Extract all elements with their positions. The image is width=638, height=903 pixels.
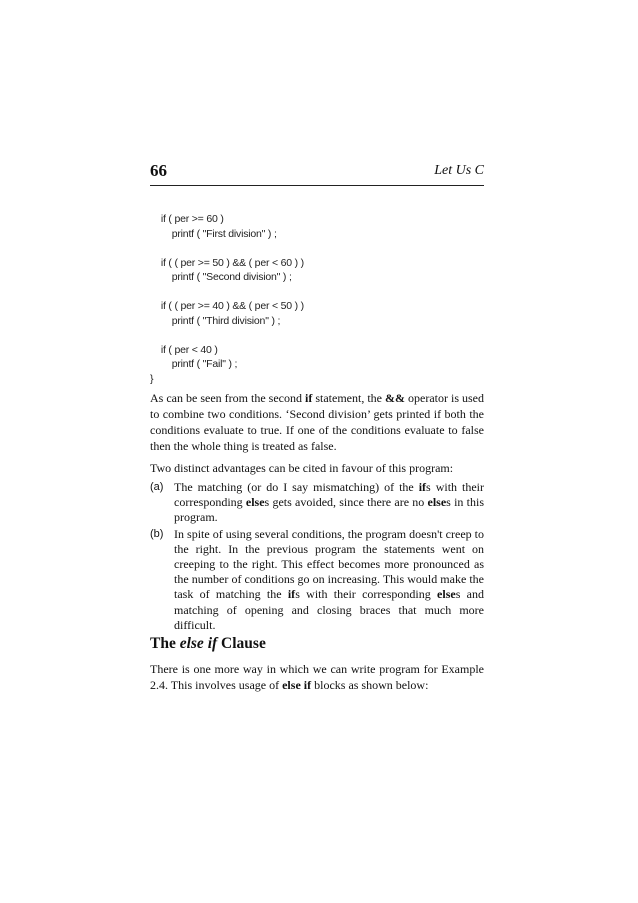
- paragraph-operator-explanation: As can be seen from the second if statement, the && operator is used to combine two conditions. ‘Second division’ gets printed if both the conditions evaluate to true. If one of the conditions evaluate to false then the whole thing is treated as false.: [150, 391, 484, 453]
- code-line: printf ( "First division" ) ;: [150, 227, 277, 240]
- code-line: printf ( "Second division" ) ;: [150, 271, 292, 283]
- code-line: [150, 285, 490, 300]
- code-line: [150, 328, 490, 343]
- paragraph-else-if-intro: There is one more way in which we can write program for Example 2.4. This involves usage of else if blocks as shown below:: [150, 662, 484, 692]
- list-item: (a) The matching (or do I say mismatching) of the ifs with their corresponding elses gets avoided, since there are no elses in this program.: [150, 480, 484, 525]
- code-line: printf ( "Fail" ) ;: [150, 358, 238, 370]
- list-marker: (b): [150, 527, 164, 540]
- code-line: printf ( "Third division" ) ;: [150, 314, 281, 327]
- list-marker: (a): [150, 481, 164, 493]
- running-title: Let Us C: [434, 163, 484, 178]
- page-number: 66: [150, 161, 167, 180]
- code-line: }: [150, 372, 154, 385]
- code-line: if ( ( per >= 50 ) && ( per < 60 ) ): [150, 256, 304, 269]
- paragraph-advantages-intro: Two distinct advantages can be cited in favour of this program:: [150, 461, 454, 475]
- code-block: [150, 212, 490, 386]
- page-header: [150, 161, 484, 186]
- list-item: (b) In spite of using several conditions, the program doesn't creep to the right. In the previous program the statements went on creeping to the right. This effect becomes more pronounced as the number of conditions go on increasing. This would make the task of matching the ifs with their corresponding elses and matching of opening and closing braces that much more difficult.: [150, 526, 484, 632]
- advantages-list: [150, 480, 484, 634]
- code-line: if ( ( per >= 40 ) && ( per < 50 ) ): [150, 300, 304, 312]
- code-line: if ( per < 40 ): [150, 343, 218, 356]
- section-heading: The else if Clause: [150, 635, 266, 652]
- code-line: [150, 241, 490, 256]
- code-line: if ( per >= 60 ): [150, 213, 224, 225]
